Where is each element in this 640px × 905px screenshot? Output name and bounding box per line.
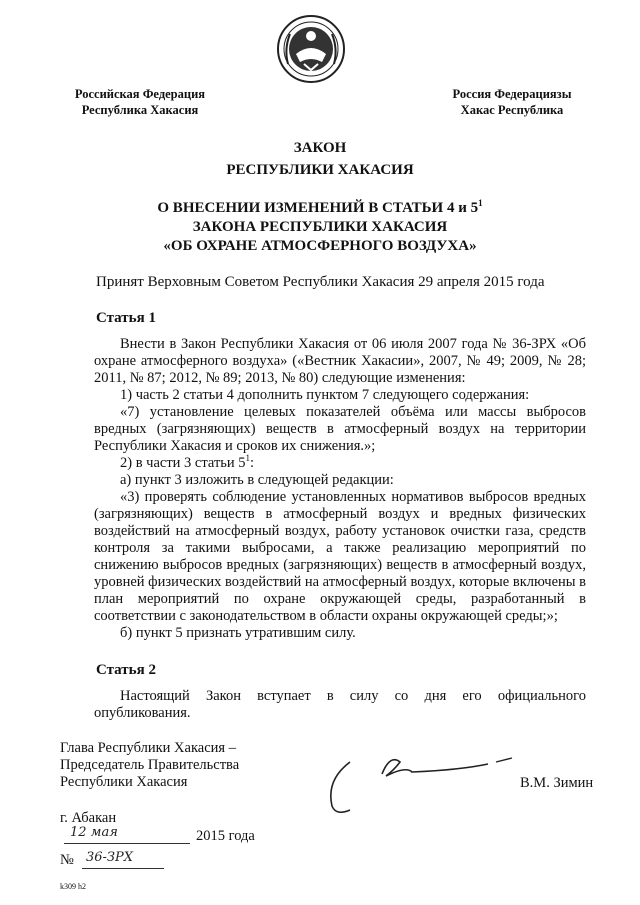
article2-body (94, 688, 586, 722)
title-republic: РЕСПУБЛИКИ ХАКАСИЯ (226, 162, 414, 178)
number-handwritten: 36-ЗРХ (86, 850, 134, 865)
subtitle-line2: ЗАКОНА РЕСПУБЛИКИ ХАКАСИЯ (192, 219, 448, 235)
date-line (60, 826, 280, 848)
signatory-title (60, 740, 239, 791)
article2-p1: Настоящий Закон вступает в силу со дня его официального опубликования. (94, 688, 586, 721)
signatory-line3: Республики Хакасия (60, 774, 188, 790)
article1-heading: Статья 1 (96, 310, 156, 326)
article1-body (94, 336, 586, 642)
article1-p4-sup: 1 (245, 453, 251, 464)
subtitle-line1-text: О ВНЕСЕНИИ ИЗМЕНЕНИЙ В СТАТЬИ 4 и 5 (157, 200, 479, 216)
signatory-name: В.М. Зимин (520, 775, 594, 791)
header-left-line1: Российская Федерация (74, 87, 206, 101)
article1-p6: «3) проверять соблюдение установленных нормативов выбросов вредных (загрязняющих) веществ в атмосферный воздух и вредных физических воздействий на атмосферный воздух, работу установок очистки газа, средств контроля за такими выбросами, а также реализацию мероприятий по снижению выбросов вредных (загрязняющих) веществ в атмосферный воздух, уровней физических воздействий на атмосферный воздух, которые включены в план мероприятий по охране окружающей среды, разработанный в соответствии с законодательством в области охраны окружающей среды;»; (94, 489, 586, 624)
header-right-line1: Россия Федерациязы (452, 87, 572, 101)
handwritten-signature (320, 740, 520, 820)
date-underline (64, 843, 190, 844)
article1-p7: б) пункт 5 признать утратившим силу. (120, 625, 356, 641)
header-right (432, 86, 592, 118)
number-underline (82, 868, 164, 869)
article2-heading: Статья 2 (96, 662, 156, 678)
city: г. Абакан (60, 810, 117, 826)
adopted-line: Принят Верховным Советом Республики Хакасия 29 апреля 2015 года (96, 274, 545, 290)
number-label: № (60, 852, 74, 868)
number-line (60, 850, 200, 872)
article1-p3: «7) установление целевых показателей объёма или массы выбросов вредных (загрязняющих) веществ в атмосферный воздух на территории Республики Хакасия и сроков их снижения.»; (94, 404, 586, 454)
article1-p5: а) пункт 3 изложить в следующей редакции: (120, 472, 394, 488)
header-left-line2: Республика Хакасия (81, 103, 199, 117)
signatory-line1: Глава Республики Хакасия – (60, 740, 236, 756)
date-year: 2015 года (196, 828, 255, 844)
header-right-line2: Хакас Республика (460, 103, 564, 117)
title-law: ЗАКОН (293, 140, 347, 156)
subtitle-line1 (0, 200, 640, 217)
subtitle-sup: 1 (478, 198, 483, 208)
date-handwritten: 12 мая (70, 825, 118, 840)
article1-p2: 1) часть 2 статьи 4 дополнить пунктом 7 следующего содержания: (120, 387, 530, 403)
subtitle-line3: «ОБ ОХРАНЕ АТМОСФЕРНОГО ВОЗДУХА» (163, 238, 477, 254)
header-left (60, 86, 220, 118)
article1-p4 (94, 455, 586, 472)
article1-p4-text: 2) в части 3 статьи 5 (120, 455, 246, 471)
coat-of-arms-icon (276, 14, 346, 84)
article1-p1: Внести в Закон Республики Хакасия от 06 июля 2007 года № 36-ЗРХ «Об охране атмосферного воздуха» («Вестник Хакасии», 2007, № 49; 2009, № 28; 2011, № 87; 2012, № 89; 2013, № 80) следующие изменения: (94, 336, 586, 386)
signatory-line2: Председатель Правительства (60, 757, 240, 773)
article1-p4-colon: : (250, 455, 255, 471)
footer-code: k309 h2 (60, 882, 86, 891)
